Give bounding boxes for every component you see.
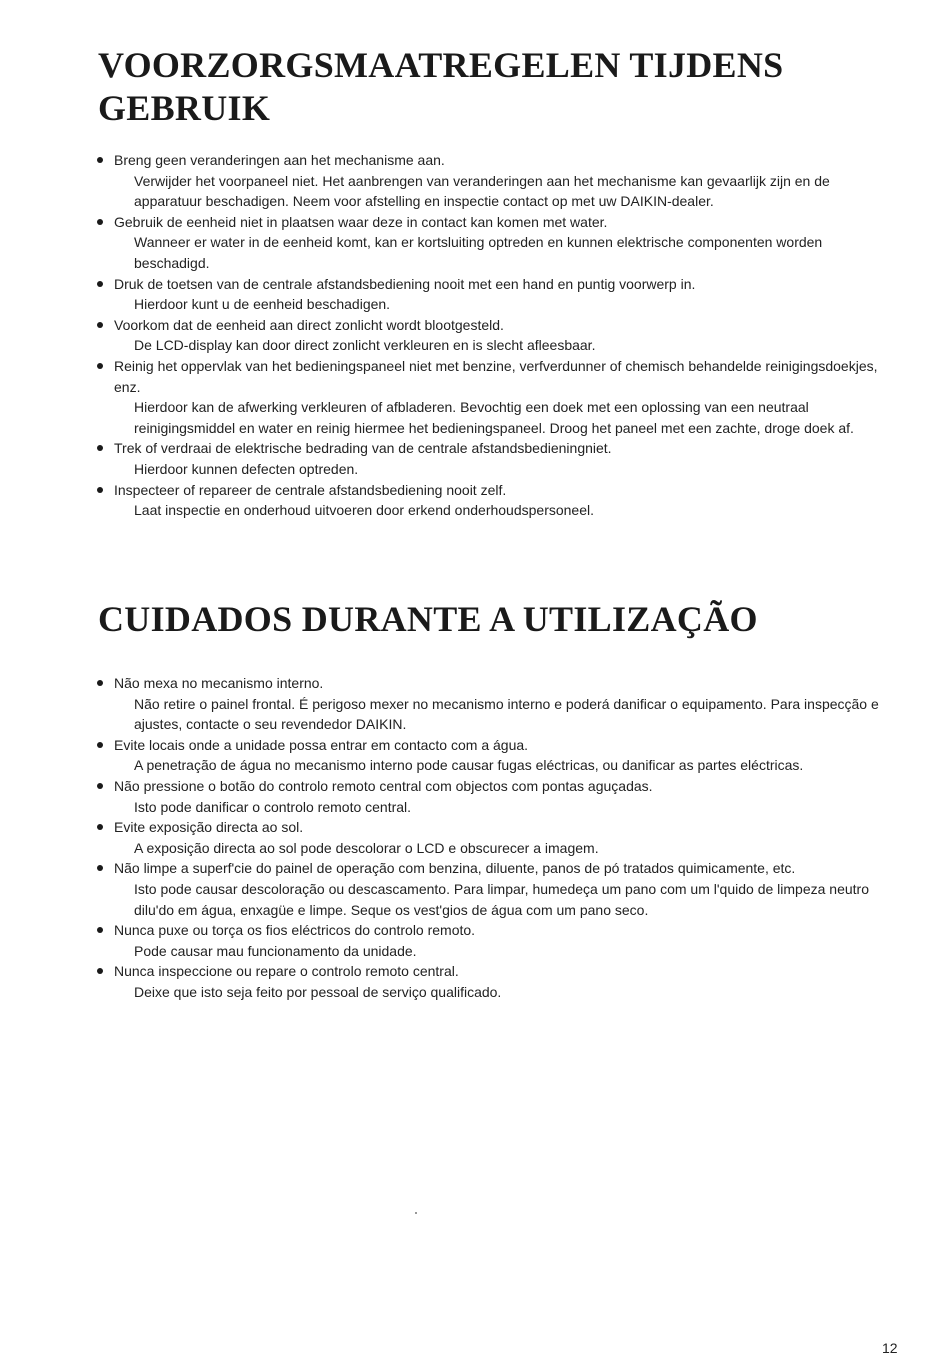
list-item xyxy=(0,150,894,212)
item-main-text: Nunca puxe ou torça os fios eléctricos do controlo remoto. xyxy=(114,922,476,939)
item-main-text: Druk de toetsen van de centrale afstandsbediening nooit met een hand en puntig voorwerp in. xyxy=(114,275,696,292)
list-item xyxy=(0,961,894,1002)
bullet-icon xyxy=(97,363,103,369)
list-item xyxy=(0,735,894,776)
list-item xyxy=(0,274,894,315)
bullet-icon xyxy=(97,680,103,686)
item-main-text: Gebruik de eenheid niet in plaatsen waar deze in contact kan komen met water. xyxy=(114,213,608,230)
item-main-text: Não limpe a superf'cie do painel de operação com benzina, diluente, panos de pó tratados quimicamente, etc. xyxy=(114,860,796,877)
list-item xyxy=(0,438,894,479)
list-item xyxy=(0,817,894,858)
section-title: VOORZORGSMAATREGELEN TIJDENS GEBRUIK xyxy=(98,45,784,128)
precaution-list xyxy=(0,673,950,1003)
bullet-icon xyxy=(97,445,103,451)
bullet-icon xyxy=(97,487,103,493)
scan-speck xyxy=(415,1212,417,1214)
item-sub-text: Laat inspectie en onderhoud uitvoeren door erkend onderhoudspersoneel. xyxy=(134,502,595,519)
item-main-text: Reinig het oppervlak van het bedieningspaneel niet met benzine, verfverdunner of chemisch behandelde reinigingsdoekjes, enz. xyxy=(114,357,878,395)
item-sub-text: Hierdoor kunnen defecten optreden. xyxy=(134,460,359,477)
page-number: 12 xyxy=(882,1340,898,1356)
item-sub-text: Verwijder het voorpaneel niet. Het aanbrengen van veranderingen aan het mechanisme kan gevaarlijk zijn en de apparatuur beschadigen. Neem voor afstelling en inspectie contact op met uw DAIKIN-dealer. xyxy=(134,172,830,210)
list-item xyxy=(0,920,894,961)
item-main-text: Evite exposição directa ao sol. xyxy=(114,819,304,836)
bullet-icon xyxy=(97,783,103,789)
list-item xyxy=(0,212,894,274)
item-sub-text: A exposição directa ao sol pode descolorar o LCD e obscurecer a imagem. xyxy=(134,839,599,856)
bullet-icon xyxy=(97,742,103,748)
item-sub-text: Isto pode danificar o controlo remoto central. xyxy=(134,798,412,815)
list-item xyxy=(0,673,894,735)
item-main-text: Nunca inspeccione ou repare o controlo remoto central. xyxy=(114,963,459,980)
precaution-list xyxy=(0,150,950,521)
bullet-icon xyxy=(97,968,103,974)
item-sub-text: Hierdoor kan de afwerking verkleuren of afbladeren. Bevochtig een doek met een oplossing van een neutraal reinigingsmiddel en water en reinig hiermee het bedieningspaneel. Droog het paneel met een zachte, droge doek af. xyxy=(134,399,854,436)
section-dutch xyxy=(0,44,950,521)
item-main-text: Não pressione o botão do controlo remoto central com objectos com pontas aguçadas. xyxy=(114,777,653,794)
item-sub-text: A penetração de água no mecanismo interno pode causar fugas eléctricas, ou danificar as partes eléctricas. xyxy=(134,757,804,774)
bullet-icon xyxy=(97,927,103,933)
section-title: CUIDADOS DURANTE A UTILIZAÇÃO xyxy=(98,599,758,639)
list-item xyxy=(0,315,894,356)
item-sub-text: Não retire o painel frontal. É perigoso mexer no mecanismo interno e poderá danificar o equipamento. Para inspecção e ajustes, contacte o seu revendedor DAIKIN. xyxy=(134,695,879,733)
item-sub-text: Hierdoor kunt u de eenheid beschadigen. xyxy=(134,296,391,313)
item-main-text: Inspecteer of repareer de centrale afstandsbediening nooit zelf. xyxy=(114,481,507,498)
bullet-icon xyxy=(97,219,103,225)
bullet-icon xyxy=(97,865,103,871)
item-sub-text: Pode causar mau funcionamento da unidade. xyxy=(134,942,417,959)
section-portuguese xyxy=(0,598,950,1003)
list-item xyxy=(0,480,894,521)
item-sub-text: Deixe que isto seja feito por pessoal de serviço qualificado. xyxy=(134,983,502,1000)
item-main-text: Breng geen veranderingen aan het mechanisme aan. xyxy=(114,152,445,168)
list-item xyxy=(0,776,894,817)
item-main-text: Evite locais onde a unidade possa entrar em contacto com a água. xyxy=(114,736,529,753)
item-main-text: Trek of verdraai de elektrische bedrading van de centrale afstandsbedieningniet. xyxy=(114,440,612,457)
list-item xyxy=(0,858,894,920)
bullet-icon xyxy=(97,322,103,328)
item-main-text: Não mexa no mecanismo interno. xyxy=(114,675,324,691)
item-sub-text: De LCD-display kan door direct zonlicht verkleuren en is slecht afleesbaar. xyxy=(134,337,596,354)
bullet-icon xyxy=(97,824,103,830)
item-sub-text: Wanneer er water in de eenheid komt, kan er kortsluiting optreden en kunnen elektrische componenten worden beschadigd. xyxy=(134,234,823,271)
bullet-icon xyxy=(97,281,103,287)
item-main-text: Voorkom dat de eenheid aan direct zonlicht wordt blootgesteld. xyxy=(114,316,504,333)
bullet-icon xyxy=(97,157,103,163)
item-sub-text: Isto pode causar descoloração ou descascamento. Para limpar, humedeça um pano com um l'quido de limpeza neutro dilu'do em água, enxagüe e limpe. Seque os vest'gios de água com um pano seco. xyxy=(134,880,869,918)
list-item xyxy=(0,356,894,438)
